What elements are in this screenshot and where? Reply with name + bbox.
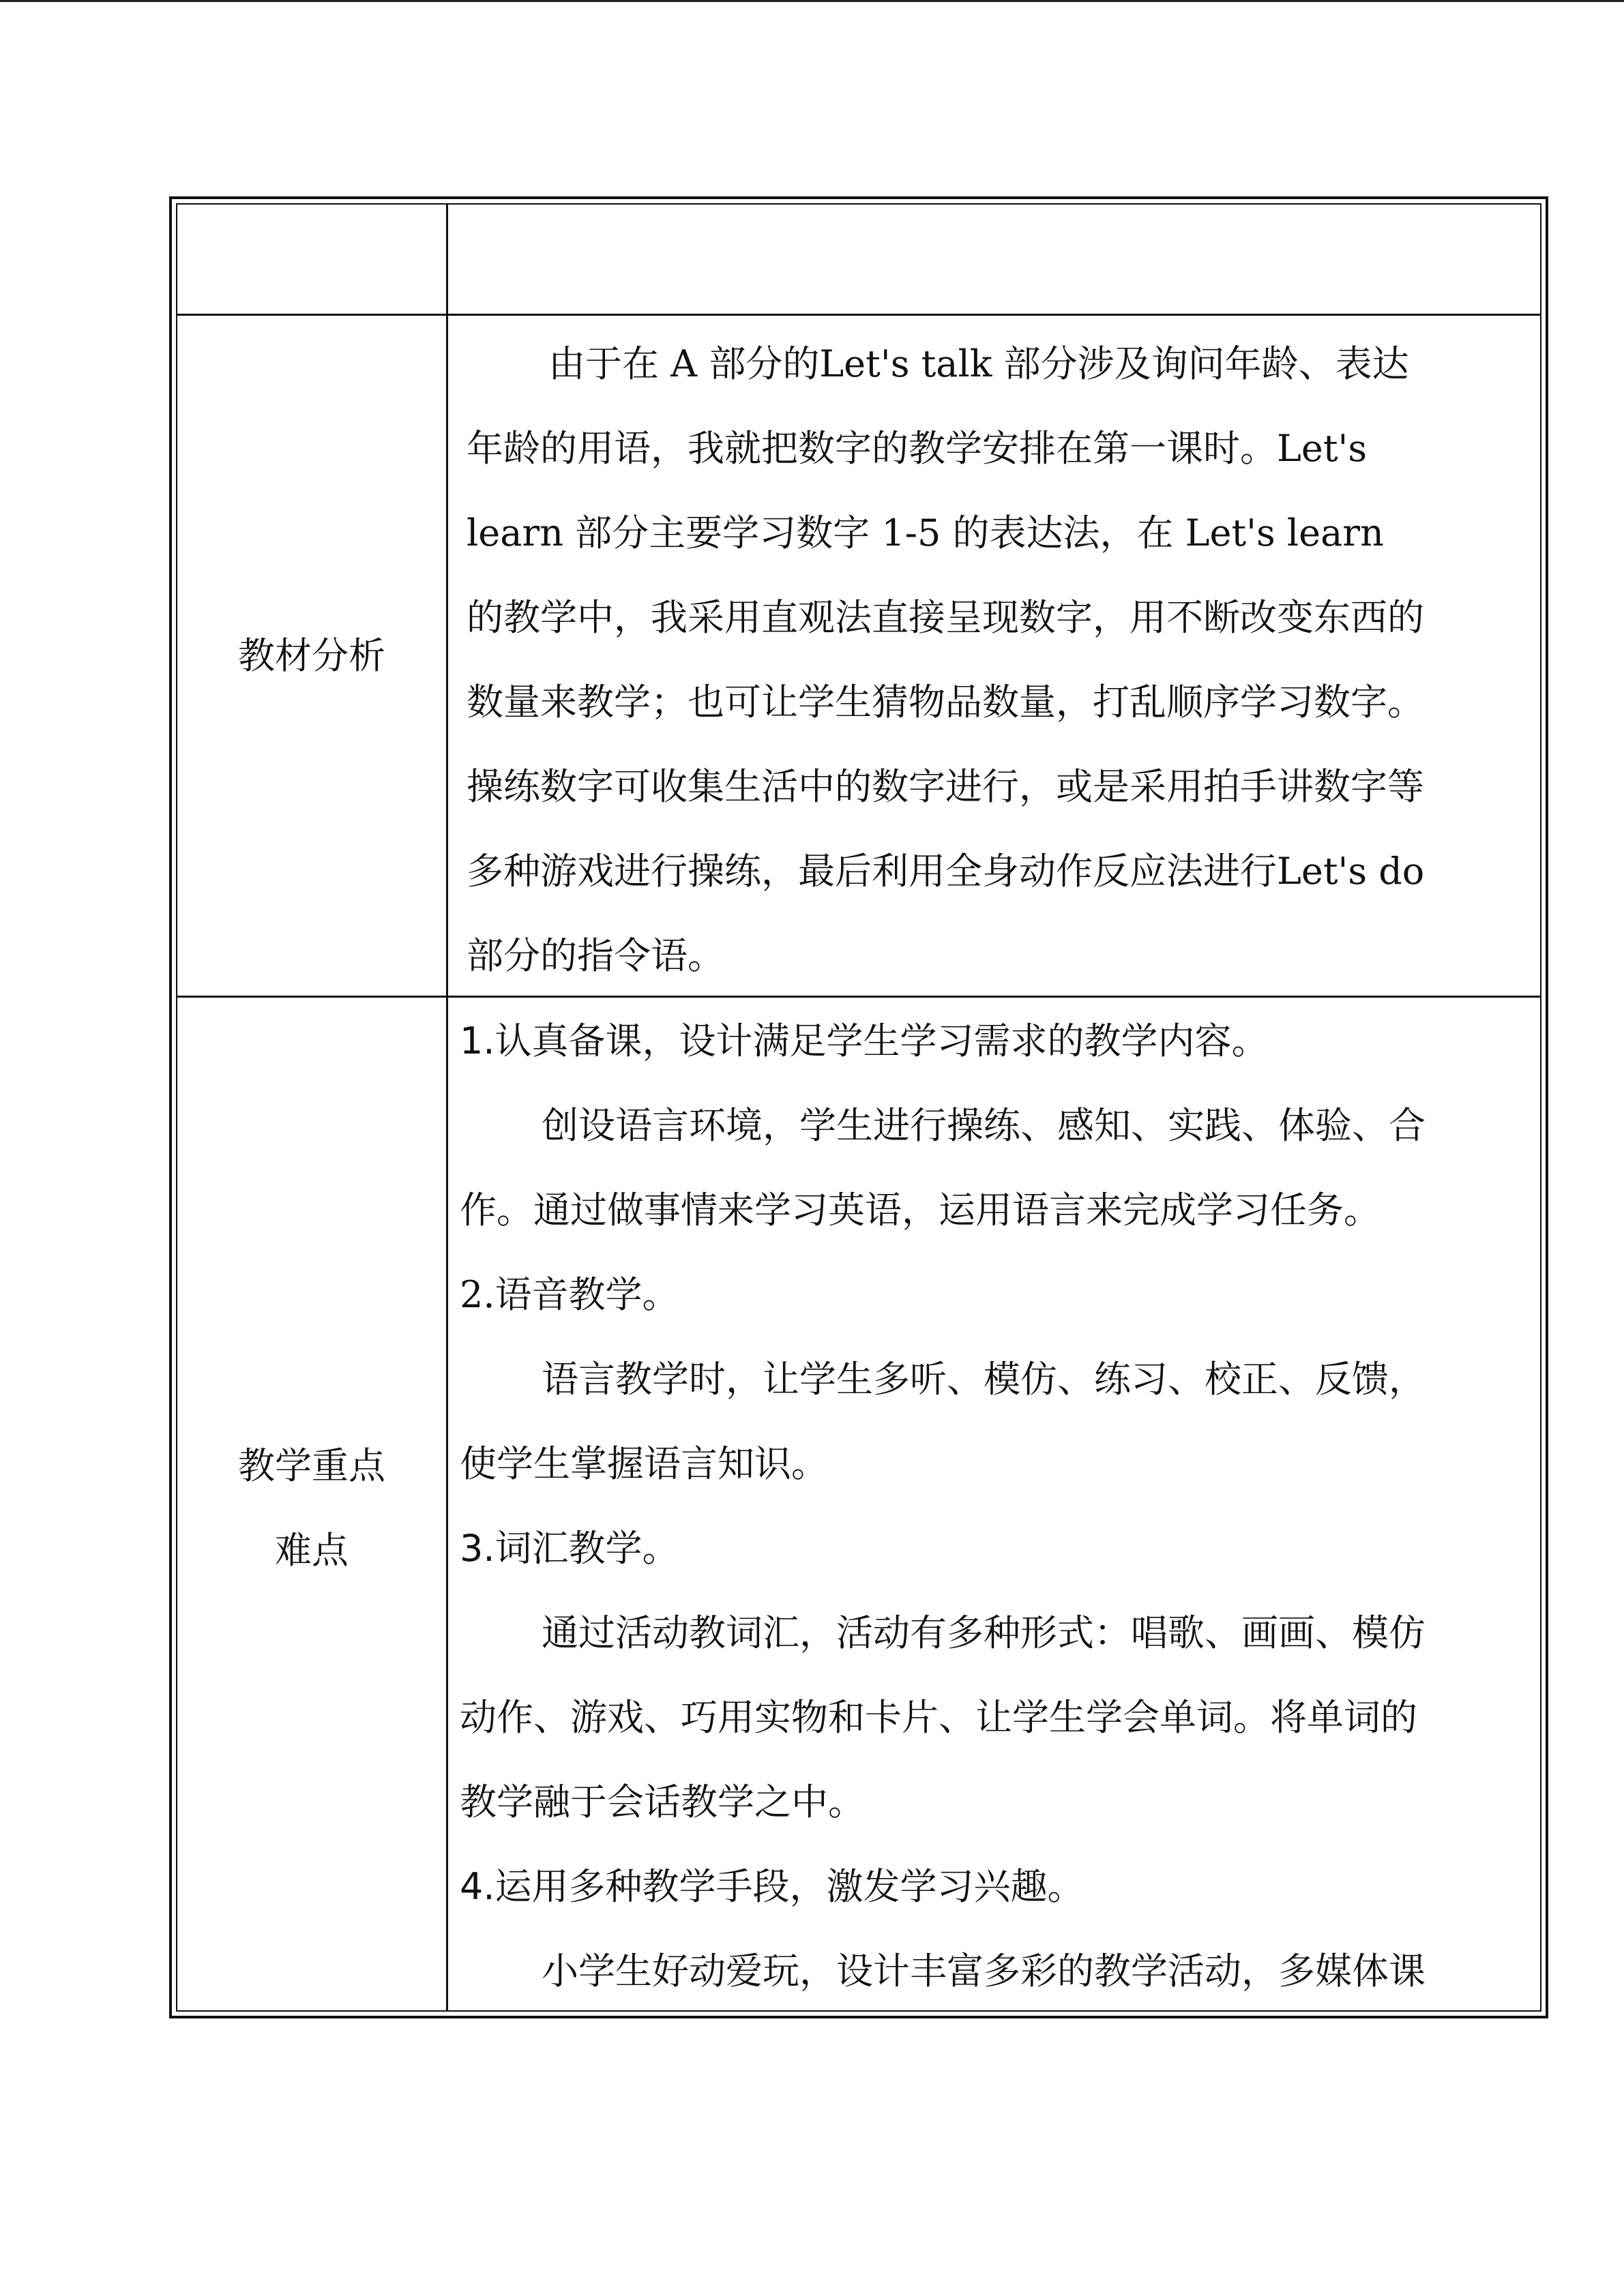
key-point-heading-4: 4.运用多种教学手段，激发学习兴趣。 [460,1865,1084,1908]
lesson-plan-table [169,196,1548,2018]
key-points-label-cell [177,998,446,2018]
key-point-text-4a: 小学生好动爱玩，设计丰富多彩的教学活动，多媒体课 [542,1950,1426,1993]
analysis-content-cell [467,322,1536,998]
key-points-label-line-2: 难点 [275,1528,349,1572]
analysis-line-7: 多种游戏进行操练，最后利用全身动作反应法进行Let's do [467,850,1425,893]
key-point-text-3c: 教学融于会话教学之中。 [460,1780,865,1823]
key-point-heading-1: 1.认真备课，设计满足学生学习需求的教学内容。 [460,1019,1269,1062]
analysis-line-2: 年龄的用语，我就把数字的教学安排在第一课时。Let's [467,427,1368,470]
key-point-text-2b: 使学生掌握语言知识。 [460,1442,828,1485]
analysis-label-cell [177,316,446,996]
empty-label-cell [177,205,446,314]
analysis-line-4: 的教学中，我采用直观法直接呈现数字，用不断改变东西的 [467,596,1424,639]
key-point-heading-2: 2.语音教学。 [460,1273,679,1316]
key-point-text-3a: 通过活动教词汇，活动有多种形式：唱歌、画画、模仿 [542,1611,1426,1654]
analysis-label: 教材分析 [238,633,385,677]
key-point-heading-3: 3.词汇教学。 [460,1527,679,1570]
key-point-text-3b: 动作、游戏、巧用实物和卡片、让学生学会单词。将单词的 [460,1696,1417,1739]
analysis-line-3: learn 部分主要学习数字 1-5 的表达法，在 Let's learn [467,511,1384,554]
analysis-line-5: 数量来教学；也可让学生猜物品数量，打乱顺序学习数字。 [467,681,1424,724]
key-points-label-line-1: 教学重点 [238,1444,385,1487]
empty-content-cell [467,205,1536,314]
key-point-text-2a: 语言教学时，让学生多听、模仿、练习、校正、反馈， [542,1358,1426,1401]
key-point-text-1a: 创设语言环境，学生进行操练、感知、实践、体验、合 [542,1104,1426,1147]
table-inner-frame [176,203,1541,2012]
analysis-line-8: 部分的指令语。 [467,934,724,977]
analysis-line-6: 操练数字可收集生活中的数字进行，或是采用拍手讲数字等 [467,765,1424,808]
key-point-text-1b: 作。通过做事情来学习英语，运用语言来完成学习任务。 [460,1189,1381,1232]
key-points-content-cell [460,999,1536,2014]
page-top-border [0,0,1624,2]
column-divider [446,205,448,2010]
analysis-line-1: 由于在 A 部分的Let's talk 部分涉及询问年龄、表达 [548,342,1409,385]
